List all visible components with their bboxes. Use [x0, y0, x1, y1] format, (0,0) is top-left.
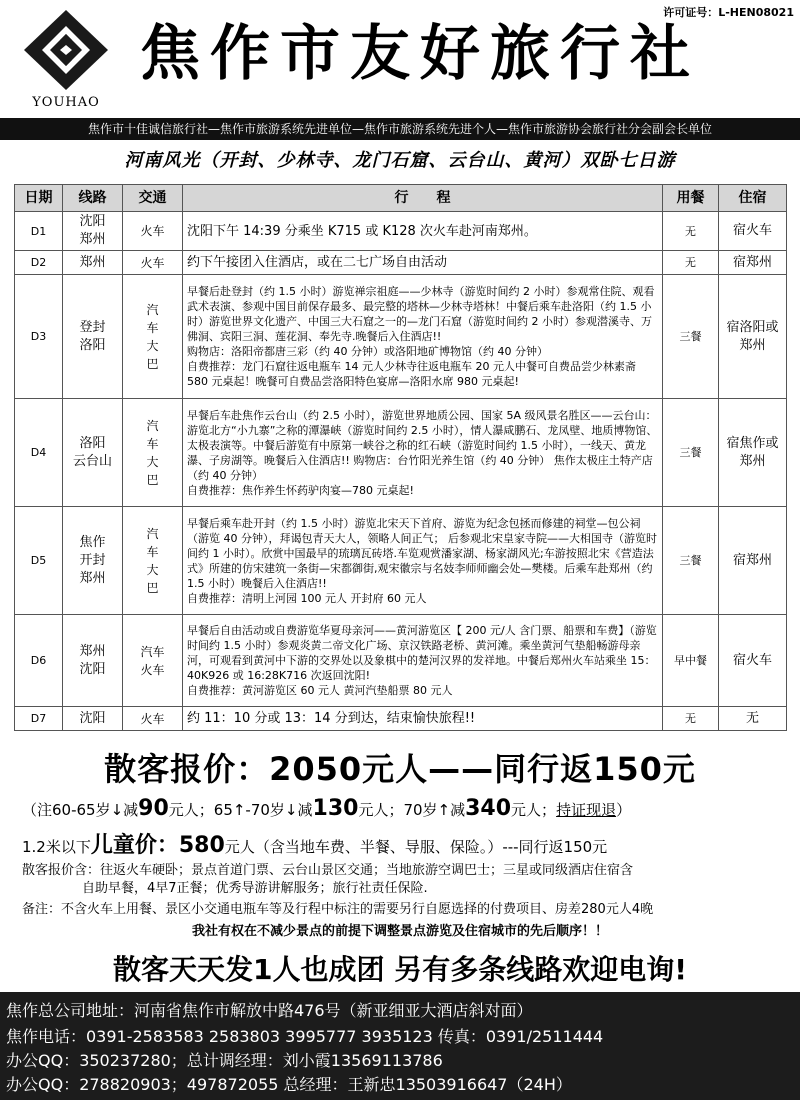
itinerary-table — [14, 184, 787, 731]
agency-logo — [20, 8, 112, 110]
cell-meal: 三餐 — [663, 399, 719, 507]
cell-route: 郑州 — [63, 251, 123, 275]
header-trip: 行 程 — [183, 185, 663, 212]
senior-discount — [22, 796, 631, 821]
table-header-row — [15, 185, 787, 212]
child-label: 儿童价： — [90, 833, 179, 858]
cell-day: D1 — [15, 212, 63, 251]
header-transport: 交通 — [123, 185, 183, 212]
child-price — [22, 828, 607, 859]
header-day: 日期 — [15, 185, 63, 212]
cell-trip: 沈阳下午 14:39 分乘坐 K715 或 K128 次火车赴河南郑州。 — [183, 212, 663, 251]
logo-text: YOUHAO — [32, 95, 100, 110]
header-route: 线路 — [63, 185, 123, 212]
header-stay: 住宿 — [719, 185, 787, 212]
cell-stay: 无 — [719, 707, 787, 731]
header-meal: 用餐 — [663, 185, 719, 212]
table-row — [15, 212, 787, 251]
discount-text-2: 元人；70岁↑减 — [358, 801, 466, 819]
includes-line-2: 自助早餐，4早7正餐；优秀导游讲解服务；旅行社责任保险. — [82, 881, 428, 896]
table-row — [15, 251, 787, 275]
office-qq-1: 办公QQ：350237280；总计调经理：刘小霞13569113786 — [6, 1051, 443, 1070]
cell-day: D7 — [15, 707, 63, 731]
table-row — [15, 275, 787, 399]
route-title: 河南风光（开封、少林寺、龙门石窟、云台山、黄河）双卧七日游 — [124, 150, 676, 171]
discount-text-3: 元人； — [511, 801, 557, 819]
cell-stay: 宿火车 — [719, 212, 787, 251]
honors-banner: 焦作市十佳诚信旅行社—焦作市旅游系统先进单位—焦作市旅游系统先进个人—焦作市旅游协会旅行社分会副会长单位 — [0, 118, 800, 140]
license-number: 许可证号：L-HEN08021 — [663, 6, 794, 19]
cell-transport: 火车 — [123, 251, 183, 275]
cell-day: D3 — [15, 275, 63, 399]
company-address: 焦作总公司地址：河南省焦作市解放中路476号（新亚细亚大酒店斜对面） — [6, 1001, 533, 1020]
discount-value-1: 90 — [138, 796, 169, 821]
cell-route: 郑州 沈阳 — [63, 615, 123, 707]
cell-trip: 约 11：10 分或 13：14 分到达，结束愉快旅程!! — [183, 707, 663, 731]
cell-transport: 汽 车 大 巴 — [123, 507, 183, 615]
cell-meal: 早中餐 — [663, 615, 719, 707]
cell-trip: 早餐后赴登封（约 1.5 小时）游览禅宗祖庭——少林寺（游览时间约 2 小时）参观常住院、观看武术表演、参观中国目前保存最多、最完整的塔林—少林寺塔林！中餐后乘车赴洛阳（约 1.5 小时）游览世界文化遗产、中国三大石窟之一的—龙门石窟（游览时间约 2 小时）参观潜溪寺、万佛洞、宾阳三洞、莲花洞、奉先寺.晚餐后入住酒店!! 购物店：洛阳帝都唐三彩（约 40 分钟）或洛阳地矿博物馆（约 40 分钟） 自费推荐：龙门石窟往返电瓶车 14 元人少林寺往返电瓶车 20 元人中餐可自费品尝少林素斋 580 元桌起！晚餐可自费品尝洛阳特色宴席—洛阳水席 980 元桌起! — [183, 275, 663, 399]
table-row — [15, 707, 787, 731]
remarks: 备注：不含火车上用餐、景区小交通电瓶车等及行程中标注的需要另行自愿选择的付费项目、房差280元人4晚 — [22, 902, 654, 917]
cell-route: 焦作 开封 郑州 — [63, 507, 123, 615]
group-price: 散客报价：2050元人——同行返150元 — [104, 750, 696, 788]
cell-stay: 宿火车 — [719, 615, 787, 707]
cell-stay: 宿郑州 — [719, 507, 787, 615]
cell-meal: 三餐 — [663, 275, 719, 399]
cell-meal: 三餐 — [663, 507, 719, 615]
cell-stay: 宿郑州 — [719, 251, 787, 275]
header — [0, 0, 800, 118]
office-qq-2: 办公QQ：278820903；497872055 总经理：王新忠13503916647（24H） — [6, 1075, 572, 1094]
cell-stay: 宿洛阳或 郑州 — [719, 275, 787, 399]
cell-trip: 早餐后乘车赴开封（约 1.5 小时）游览北宋天下首府、游览为纪念包拯而修建的祠堂—包公祠（游览 40 分钟），拜谒包青天大人，领略人间正气； 后参观北宋皇家寺院——大相国寺（游览时间约 1 小时）。欣赏中国最早的琉璃瓦砖塔.车览观赏潘家湖、杨家湖风光;车游按照北宋《营造法式》所建的仿宋建筑一条街—宋都御街,观宋徽宗与名妓李师师幽会处—樊楼。后乘车赴郑州（约 1.5 小时）晚餐后入住酒店!! 自费推荐：清明上河园 100 元人 开封府 60 元人 — [183, 507, 663, 615]
discount-close: ） — [616, 801, 632, 819]
table-row — [15, 615, 787, 707]
cell-meal: 无 — [663, 212, 719, 251]
discount-value-2: 130 — [312, 796, 359, 821]
slogan: 散客天天发1人也成团 另有多条线路欢迎电询! — [112, 953, 687, 986]
child-value: 580 — [178, 833, 225, 858]
discount-value-3: 340 — [465, 796, 512, 821]
table-row — [15, 399, 787, 507]
cell-transport: 汽 车 大 巴 — [123, 275, 183, 399]
table-row — [15, 507, 787, 615]
cell-meal: 无 — [663, 707, 719, 731]
cell-day: D5 — [15, 507, 63, 615]
includes-line-1: 散客报价含：往返火车硬卧；景点首道门票、云台山景区交通；当地旅游空调巴士；三星或同级酒店住宿含 — [22, 863, 634, 878]
cell-transport: 汽车 火车 — [123, 615, 183, 707]
price-includes — [22, 862, 782, 898]
cell-transport: 火车 — [123, 212, 183, 251]
cell-trip: 早餐后自由活动或自费游览华夏母亲河——黄河游览区【 200 元/人 含门票、船票和车费】（游览时间约 1.5 小时）参观炎黄二帝文化广场、京汉铁路老桥、黄河滩。乘坐黄河气垫船畅游母亲河，可观看到黄河中下游的交界处以及象棋中的楚河汉界的发祥地。中餐后郑州火车站乘坐 15：40K926 或 16:28K716 次返回沈阳! 自费推荐：黄河游览区 60 元人 黄河汽垫船票 80 元人 — [183, 615, 663, 707]
cell-route: 洛阳 云台山 — [63, 399, 123, 507]
cell-meal: 无 — [663, 251, 719, 275]
child-details: 元人（含当地车费、半餐、导服、保险。）---同行返150元 — [224, 838, 608, 856]
cell-route: 登封 洛阳 — [63, 275, 123, 399]
cell-day: D6 — [15, 615, 63, 707]
cell-trip: 约下午接团入住酒店，或在二七广场自由活动 — [183, 251, 663, 275]
cell-transport: 汽 车 大 巴 — [123, 399, 183, 507]
cell-day: D2 — [15, 251, 63, 275]
rights-notice: 我社有权在不减少景点的前提下调整景点游览及住宿城市的先后顺序！！ — [191, 924, 608, 939]
cell-route: 沈阳 郑州 — [63, 212, 123, 251]
discount-open: （注60-65岁↓减 — [22, 801, 139, 819]
discount-text-1: 元人；65↑-70岁↓减 — [168, 801, 313, 819]
cell-route: 沈阳 — [63, 707, 123, 731]
certificate-refund: 持证现退 — [556, 801, 617, 819]
cell-stay: 宿焦作或 郑州 — [719, 399, 787, 507]
cell-transport: 火车 — [123, 707, 183, 731]
contact-section — [0, 992, 800, 1100]
child-height: 1.2米以下 — [22, 838, 91, 856]
agency-title: 焦作市友好旅行社 — [140, 19, 700, 89]
cell-trip: 早餐后车赴焦作云台山（约 2.5 小时），游览世界地质公园、国家 5A 级风景名胜区——云台山：游览北方“小九寨”之称的潭瀑峡（游览时间约 2.5 小时），情人瀑咸鹏石、龙凤壁、地质博物馆、太极表演等。中餐后游览有中原第一峡谷之称的红石峡（游览时间约 1.5 小时），一线天、黄龙瀑、子房湖等。晚餐后入住酒店!! 购物店：台竹阳光养生馆（约 40 分钟） 焦作太极庄土特产店（约 40 分钟） 自费推荐：焦作养生怀药驴肉宴—780 元桌起! — [183, 399, 663, 507]
phone-numbers: 焦作电话：0391-2583583 2583803 3995777 3935123 传真：0391/2511444 — [6, 1027, 604, 1046]
cell-day: D4 — [15, 399, 63, 507]
diamond-logo-icon — [20, 8, 112, 92]
